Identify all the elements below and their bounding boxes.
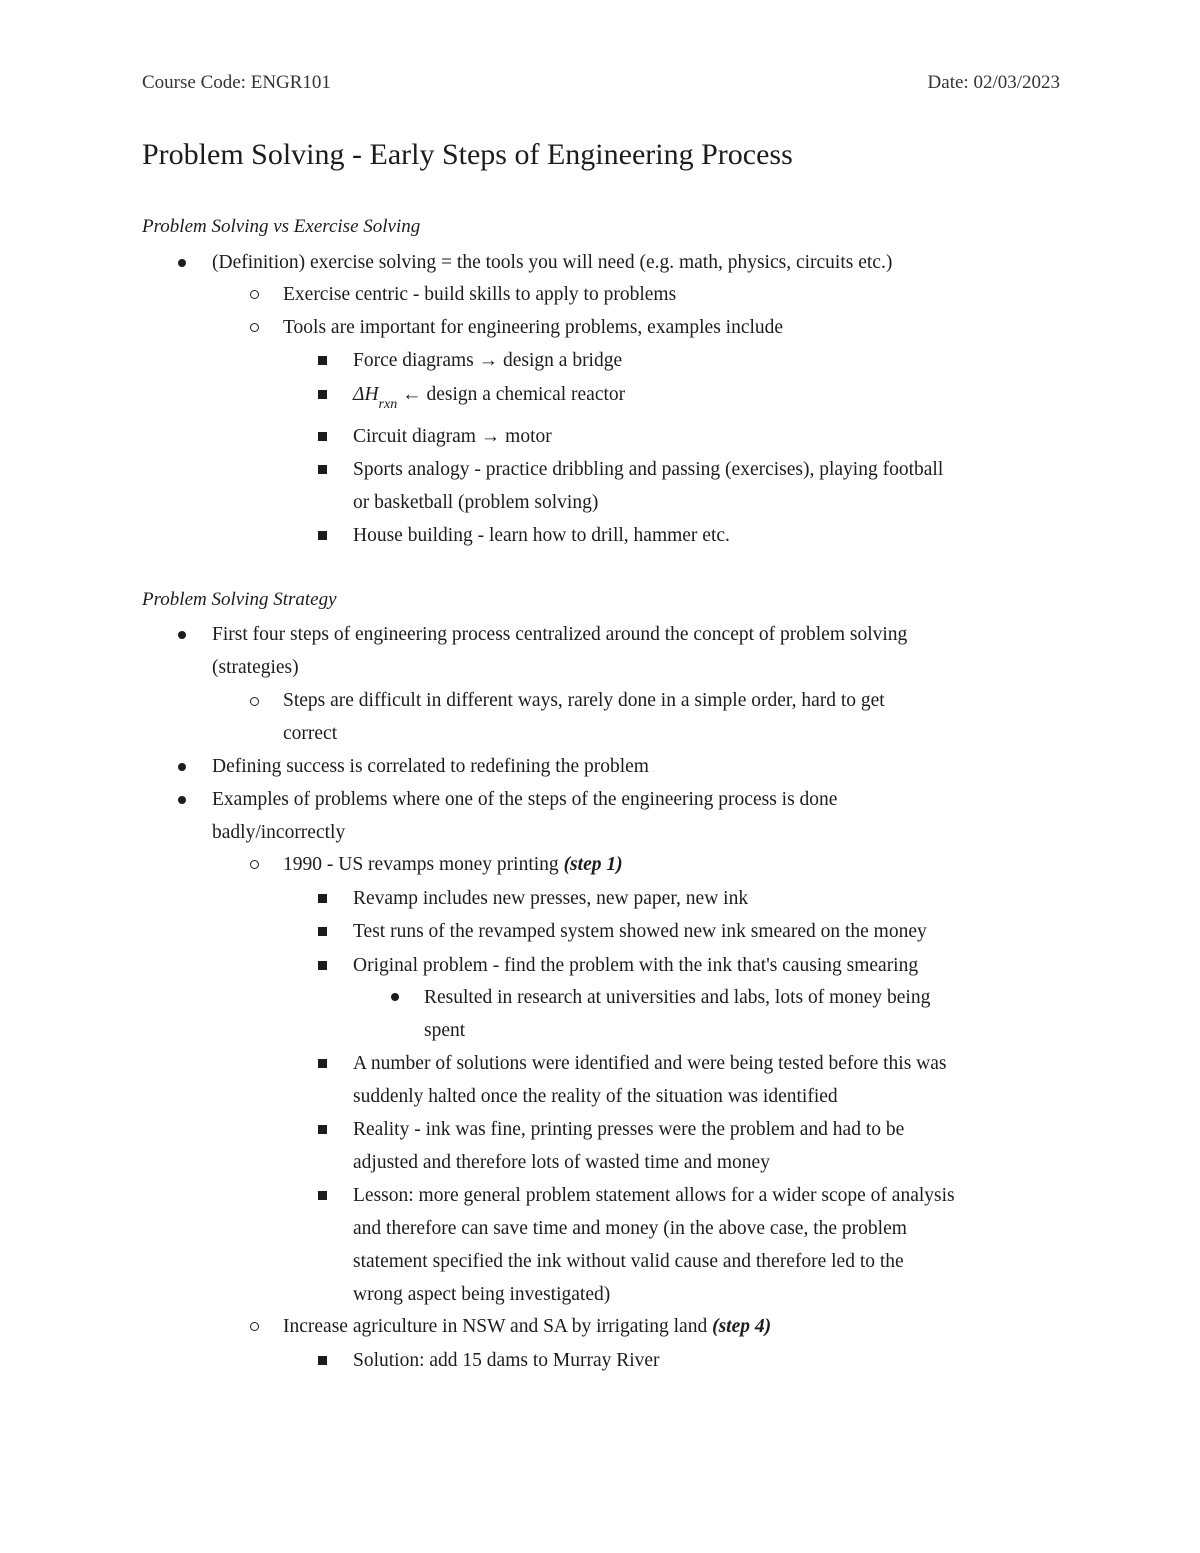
list-item: Lesson: more general problem statement allows for a wider scope of analysis <box>353 1185 955 1206</box>
list-item <box>283 848 623 881</box>
square-bullet-icon <box>318 961 327 970</box>
list-item: Original problem - find the problem with the ink that's causing smearing <box>353 955 919 976</box>
course-code: Course Code: ENGR101 <box>142 72 331 93</box>
square-bullet-icon <box>318 432 327 441</box>
list-item: (Definition) exercise solving = the tools you will need (e.g. math, physics, circuits etc.) <box>212 252 893 273</box>
list-item-continuation: (strategies) <box>212 657 299 678</box>
page-header <box>142 72 1060 100</box>
list-item: Solution: add 15 dams to Murray River <box>353 1350 660 1371</box>
list-item: Examples of problems where one of the steps of the engineering process is done <box>212 789 838 810</box>
square-bullet-icon <box>318 465 327 474</box>
list-item-text: ← design a chemical reactor <box>397 384 626 405</box>
circle-bullet-icon <box>250 290 259 299</box>
list-item-continuation: statement specified the ink without valid cause and therefore led to the <box>353 1251 904 1272</box>
circle-bullet-icon <box>250 860 259 869</box>
list-item-continuation: wrong aspect being investigated) <box>353 1284 611 1305</box>
square-bullet-icon <box>318 1356 327 1365</box>
list-item: Test runs of the revamped system showed new ink smeared on the money <box>353 921 927 942</box>
list-item-text: Increase agriculture in NSW and SA by irrigating land <box>283 1316 713 1337</box>
list-item: Resulted in research at universities and labs, lots of money being <box>424 987 931 1008</box>
square-bullet-icon <box>318 390 327 399</box>
list-item: Steps are difficult in different ways, rarely done in a simple order, hard to get <box>283 690 885 711</box>
list-item-continuation: badly/incorrectly <box>212 822 346 843</box>
list-item: Sports analogy - practice dribbling and passing (exercises), playing football <box>353 459 944 480</box>
circle-bullet-icon <box>250 1322 259 1331</box>
square-bullet-icon <box>318 1059 327 1068</box>
square-bullet-icon <box>318 531 327 540</box>
list-item-continuation: correct <box>283 723 338 744</box>
section-heading-exercise: Problem Solving vs Exercise Solving <box>142 216 421 237</box>
list-item <box>353 378 625 411</box>
disc-bullet-icon <box>178 796 186 804</box>
list-item: House building - learn how to drill, hammer etc. <box>353 525 730 546</box>
list-item: A number of solutions were identified and were being tested before this was <box>353 1053 947 1074</box>
list-item-continuation: or basketball (problem solving) <box>353 492 599 513</box>
list-item: Force diagrams → design a bridge <box>353 350 623 371</box>
list-item: Tools are important for engineering problems, examples include <box>283 317 784 338</box>
section-heading-strategy: Problem Solving Strategy <box>142 589 337 610</box>
circle-bullet-icon <box>250 697 259 706</box>
page-title: Problem Solving - Early Steps of Engineering Process <box>142 138 793 171</box>
list-item-continuation: adjusted and therefore lots of wasted time and money <box>353 1152 770 1173</box>
list-item-text: 1990 - US revamps money printing <box>283 854 564 875</box>
disc-bullet-icon <box>178 763 186 771</box>
delta-h-symbol: ΔH <box>353 384 379 405</box>
list-item: First four steps of engineering process centralized around the concept of problem solving <box>212 624 908 645</box>
list-item <box>283 1310 771 1343</box>
list-item-continuation: and therefore can save time and money (in the above case, the problem <box>353 1218 907 1239</box>
rxn-subscript: rxn <box>378 397 398 412</box>
date: Date: 02/03/2023 <box>927 72 1060 93</box>
list-item: Defining success is correlated to redefining the problem <box>212 756 649 777</box>
list-item: Reality - ink was fine, printing presses were the problem and had to be <box>353 1119 905 1140</box>
step-label: (step 4) <box>712 1316 772 1337</box>
square-bullet-icon <box>318 894 327 903</box>
disc-bullet-icon <box>178 631 186 639</box>
disc-bullet-icon <box>391 993 399 1001</box>
square-bullet-icon <box>318 927 327 936</box>
step-label: (step 1) <box>563 854 623 875</box>
list-item: Exercise centric - build skills to apply to problems <box>283 284 677 305</box>
list-item: Circuit diagram → motor <box>353 426 552 447</box>
list-item-continuation: spent <box>424 1020 466 1041</box>
list-item-continuation: suddenly halted once the reality of the situation was identified <box>353 1086 838 1107</box>
square-bullet-icon <box>318 1125 327 1134</box>
square-bullet-icon <box>318 356 327 365</box>
disc-bullet-icon <box>178 259 186 267</box>
square-bullet-icon <box>318 1191 327 1200</box>
list-item: Revamp includes new presses, new paper, new ink <box>353 888 749 909</box>
circle-bullet-icon <box>250 323 259 332</box>
